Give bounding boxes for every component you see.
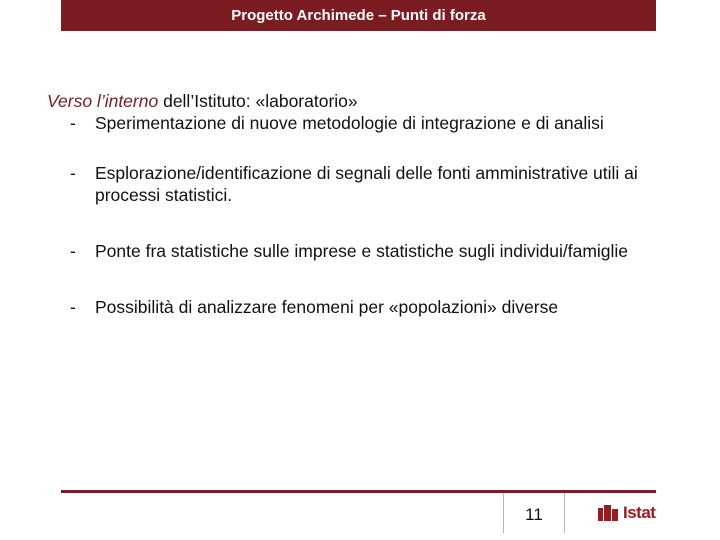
lead-line <box>47 90 647 112</box>
bullet-dash: - <box>70 297 76 317</box>
logo-text: Istat <box>623 503 656 522</box>
bullet-text: Possibilità di analizzare fenomeni per «popolazioni» diverse <box>95 297 559 317</box>
bullet-item <box>47 296 647 318</box>
bullet-item <box>47 162 647 206</box>
bullet-text: Ponte fra statistiche sulle imprese e statistiche sugli individui/famiglie <box>95 241 629 261</box>
page-number: 11 <box>525 505 543 524</box>
bullet-item <box>47 112 647 134</box>
slide-content <box>47 90 647 318</box>
title-bar <box>61 0 656 31</box>
bullet-dash: - <box>70 113 76 133</box>
bullet-item <box>47 240 647 262</box>
footer-divider <box>61 490 656 493</box>
page-number-box <box>503 493 565 533</box>
istat-logo-icon <box>597 503 621 523</box>
lead-emphasis: Verso l’interno <box>47 91 159 111</box>
slide-title: Progetto Archimede – Punti di forza <box>231 7 486 24</box>
bullet-text: Esplorazione/identificazione di segnali delle fonti amministrative utili ai processi statistici. <box>95 163 638 205</box>
bullet-list <box>47 112 647 318</box>
bullet-dash: - <box>70 163 76 183</box>
bullet-text: Sperimentazione di nuove metodologie di integrazione e di analisi <box>95 113 604 133</box>
bullet-dash: - <box>70 241 76 261</box>
lead-text: dell’Istituto: «laboratorio» <box>158 91 358 111</box>
istat-logo <box>597 502 655 524</box>
